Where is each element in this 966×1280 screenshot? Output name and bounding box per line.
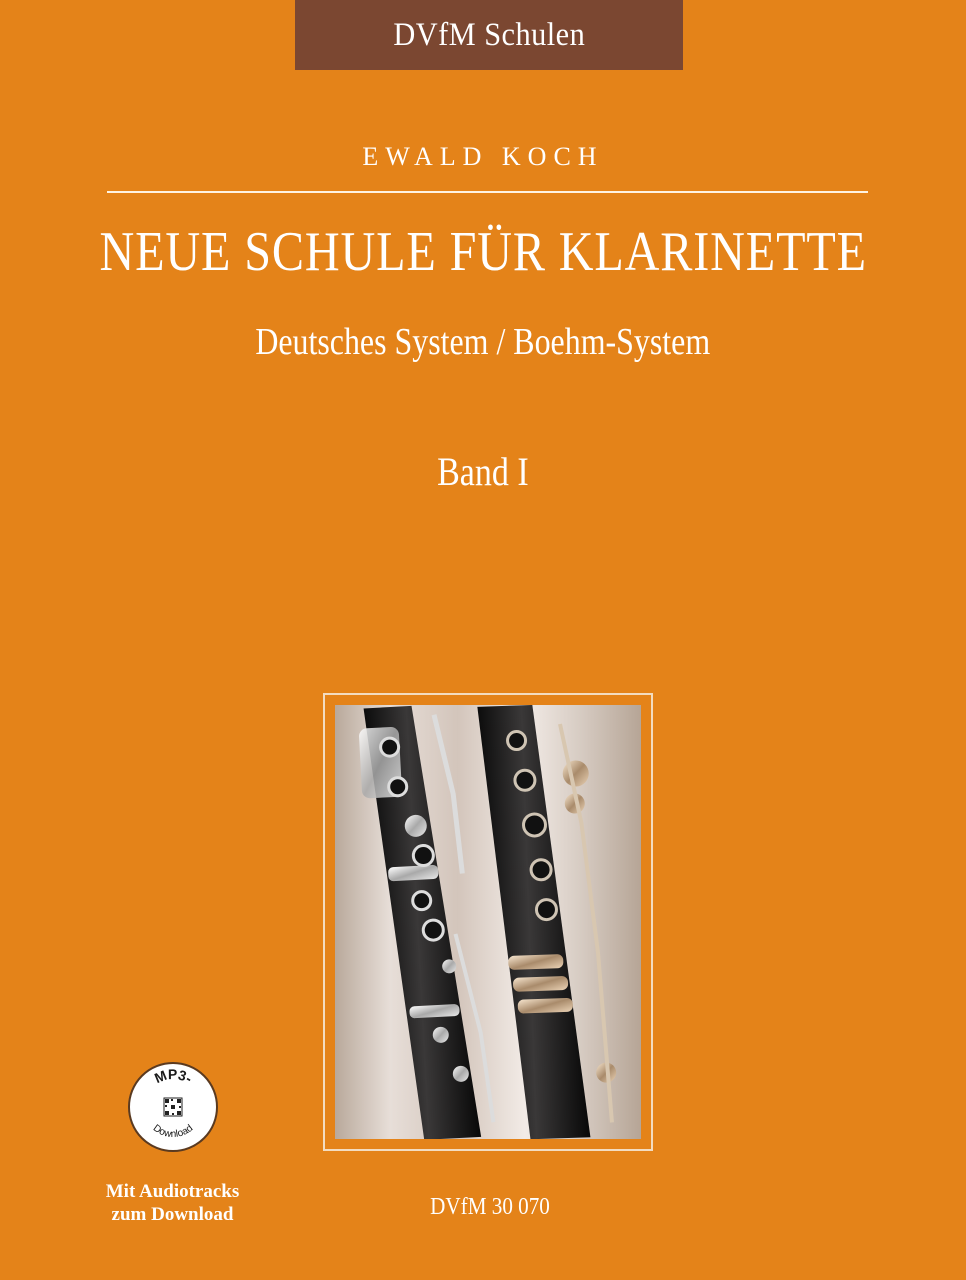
volume-label	[0, 448, 966, 495]
book-subtitle-text: Deutsches System / Boehm-System	[255, 321, 711, 363]
author-name: EWALD KOCH	[362, 142, 604, 171]
audiotracks-note	[60, 1180, 285, 1226]
series-banner	[295, 0, 683, 70]
clarinet-illustration	[335, 705, 641, 1139]
clarinet-right	[477, 705, 618, 1139]
mp3-download-badge	[128, 1062, 218, 1152]
book-title	[0, 220, 966, 284]
book-title-text: NEUE SCHULE FÜR KLARINETTE	[99, 221, 867, 283]
catalog-number	[400, 1194, 580, 1221]
catalog-number-text: DVfM 30 070	[430, 1194, 550, 1220]
clarinet-photo	[335, 705, 641, 1139]
book-subtitle	[0, 320, 966, 364]
series-label: DVfM Schulen	[393, 16, 585, 53]
volume-text: Band I	[437, 449, 529, 494]
audiotracks-line-1: Mit Audiotracks	[105, 1181, 240, 1202]
clarinet-left	[358, 705, 495, 1139]
audiotracks-line-2: zum Download	[111, 1204, 234, 1225]
badge-top-text: MP3-	[152, 1065, 196, 1087]
mp3-badge-graphic	[130, 1064, 216, 1150]
divider-rule	[107, 191, 868, 193]
badge-bottom-text: Download	[150, 1122, 196, 1141]
svg-text:MP3-	[152, 1066, 195, 1087]
qr-code-icon	[164, 1098, 182, 1116]
svg-text:Download	[151, 1123, 195, 1140]
